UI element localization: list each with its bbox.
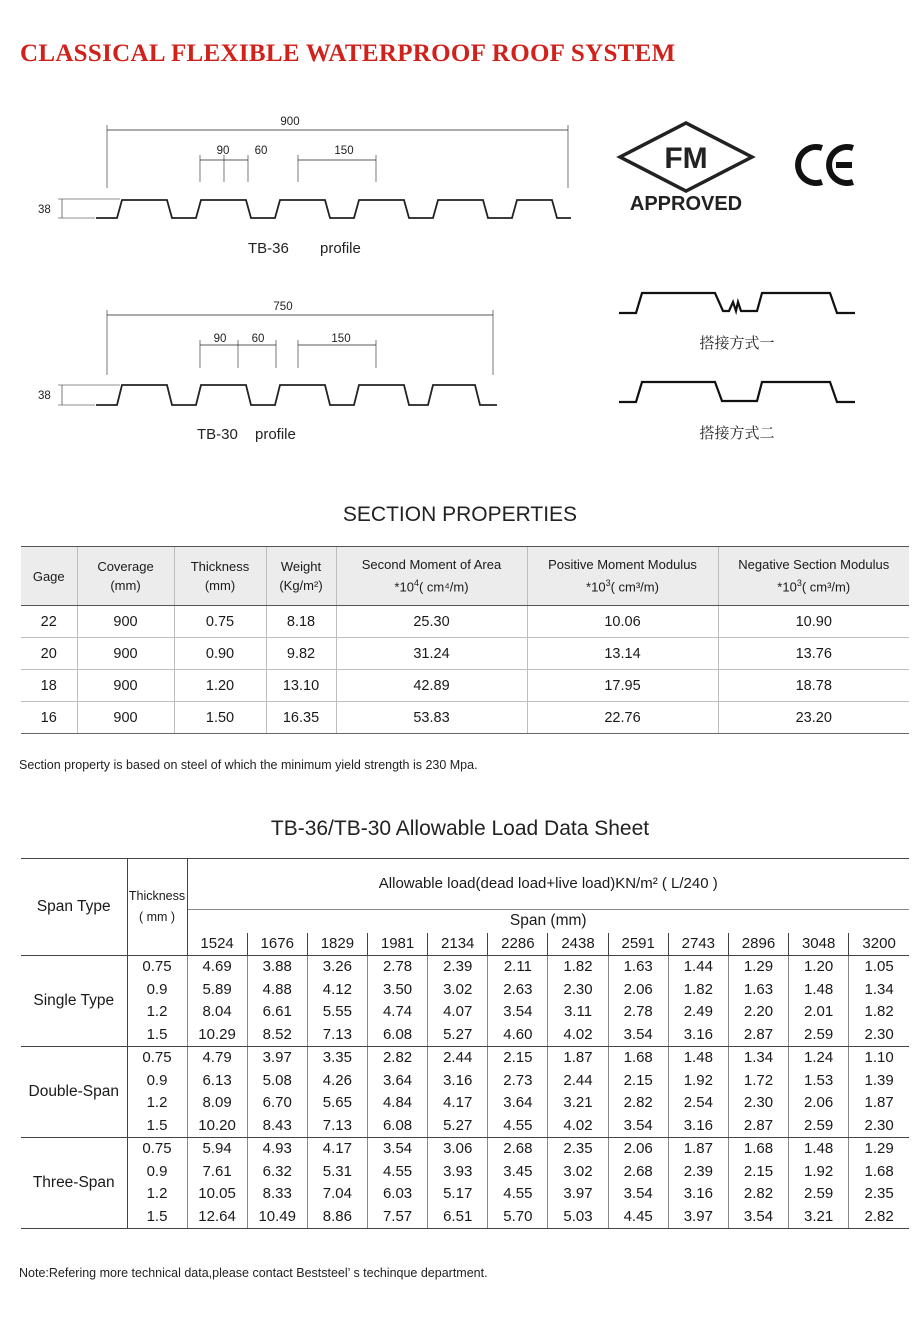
load-value: 3.11 [548, 1001, 608, 1024]
load-value: 2.15 [728, 1161, 788, 1184]
load-value: 3.54 [488, 1001, 548, 1024]
load-value: 6.08 [367, 1115, 427, 1138]
thickness-value: 0.75 [142, 958, 172, 976]
load-value: 1.39 [849, 1070, 909, 1093]
gage-header: Gage [21, 547, 77, 606]
load-value: 1.20 [789, 956, 849, 979]
load-value: 3.16 [428, 1070, 488, 1093]
load-value: 2.20 [728, 1001, 788, 1024]
tb30-dim-c-label: 150 [331, 333, 351, 345]
load-value: 2.87 [728, 1024, 788, 1047]
load-value: 3.16 [668, 1024, 728, 1047]
span-value-header: 3200 [849, 933, 909, 956]
load-value: 4.02 [548, 1024, 608, 1047]
thickness-value: 0.9 [146, 1071, 168, 1089]
load-value: 2.06 [608, 979, 668, 1002]
load-value: 3.21 [789, 1206, 849, 1229]
thickness-value: 0.9 [146, 980, 168, 998]
load-value: 4.55 [367, 1161, 427, 1184]
tb30-profile-drawing [58, 310, 497, 405]
table-cell: 17.95 [527, 670, 718, 702]
load-value: 2.78 [367, 956, 427, 979]
load-value: 3.45 [488, 1161, 548, 1184]
load-value: 4.79 [187, 1047, 247, 1070]
negative-modulus-header: Negative Section Modulus $*10^3$( cm³/m) [718, 547, 909, 606]
table-cell: 900 [77, 638, 174, 670]
table-cell: 18.78 [718, 670, 909, 702]
table-cell: 23.20 [718, 702, 909, 734]
load-value: 2.15 [488, 1047, 548, 1070]
load-value: 3.64 [488, 1092, 548, 1115]
load-value: 3.64 [367, 1070, 427, 1093]
load-value: 8.33 [247, 1183, 307, 1206]
load-value: 4.74 [367, 1001, 427, 1024]
thickness-value: 0.75 [142, 1049, 172, 1067]
load-value: 1.34 [728, 1047, 788, 1070]
load-value: 2.35 [849, 1183, 909, 1206]
load-value: 3.02 [428, 979, 488, 1002]
load-value: 3.97 [247, 1047, 307, 1070]
thickness-value: 1.5 [127, 1206, 187, 1229]
load-value: 6.08 [367, 1024, 427, 1047]
load-value: 4.55 [488, 1183, 548, 1206]
load-value: 1.29 [849, 1138, 909, 1161]
thickness-value: 1.2 [146, 1003, 168, 1021]
load-value: 1.92 [668, 1070, 728, 1093]
load-value: 2.63 [488, 979, 548, 1002]
load-value: 4.17 [428, 1092, 488, 1115]
load-value: 2.54 [668, 1092, 728, 1115]
span-value-header: 1524 [187, 933, 247, 956]
table-row [21, 1047, 909, 1070]
load-value: 5.94 [187, 1138, 247, 1161]
load-value: 2.06 [789, 1092, 849, 1115]
load-value: 2.30 [728, 1092, 788, 1115]
table-cell: 8.18 [266, 606, 336, 638]
thickness-value: 0.9 [146, 1162, 168, 1180]
span-value-header: 1829 [307, 933, 367, 956]
fm-approved-text: APPROVED [629, 193, 743, 215]
load-value: 4.45 [608, 1206, 668, 1229]
load-value: 5.08 [247, 1070, 307, 1093]
load-value: 2.82 [367, 1047, 427, 1070]
tb30-name-label: TB-30 [197, 426, 238, 443]
load-value: 8.43 [247, 1115, 307, 1138]
load-value: 7.04 [307, 1183, 367, 1206]
load-value: 3.54 [608, 1183, 668, 1206]
table-row [21, 1024, 909, 1047]
span-value-header: 2286 [488, 933, 548, 956]
load-value: 2.35 [548, 1138, 608, 1161]
load-value: 10.29 [187, 1024, 247, 1047]
load-value: 4.12 [307, 979, 367, 1002]
load-value: 3.54 [367, 1138, 427, 1161]
lap-method-drawings [605, 280, 875, 450]
load-value: 7.57 [367, 1206, 427, 1229]
load-value: 8.04 [187, 1001, 247, 1024]
load-value: 1.72 [728, 1070, 788, 1093]
load-value: 2.30 [849, 1115, 909, 1138]
load-value: 2.59 [789, 1024, 849, 1047]
load-value: 10.05 [187, 1183, 247, 1206]
table-cell: 31.24 [336, 638, 527, 670]
load-value: 2.11 [488, 956, 548, 979]
table-cell: 900 [77, 670, 174, 702]
load-value: 8.52 [247, 1024, 307, 1047]
load-value: 2.68 [608, 1161, 668, 1184]
load-value: 1.82 [668, 979, 728, 1002]
load-value: 1.53 [789, 1070, 849, 1093]
tb30-height-label: 38 [38, 390, 51, 402]
load-value: 3.02 [548, 1161, 608, 1184]
load-value: 2.01 [789, 1001, 849, 1024]
thickness-header: Thickness (mm) [174, 547, 266, 606]
load-value: 3.54 [608, 1024, 668, 1047]
table-row [21, 1161, 909, 1184]
tb30-width-label: 750 [273, 301, 293, 313]
table-cell: 16.35 [266, 702, 336, 734]
table-row [21, 1206, 909, 1229]
table-cell: 22.76 [527, 702, 718, 734]
coverage-header: Coverage (mm) [77, 547, 174, 606]
tb30-dim-b-label: 60 [251, 333, 265, 345]
table-cell: 25.30 [336, 606, 527, 638]
load-value: 7.61 [187, 1161, 247, 1184]
load-value: 4.69 [187, 956, 247, 979]
load-value: 6.32 [247, 1161, 307, 1184]
load-value: 5.31 [307, 1161, 367, 1184]
load-value: 2.30 [849, 1024, 909, 1047]
load-value: 5.70 [488, 1206, 548, 1229]
table-cell: 13.76 [718, 638, 909, 670]
table-cell: 0.90 [174, 638, 266, 670]
load-value: 3.26 [307, 956, 367, 979]
thickness-value: 1.2 [146, 1185, 168, 1203]
load-value: 2.68 [488, 1138, 548, 1161]
load-value: 1.05 [849, 956, 909, 979]
tb36-height-label: 38 [38, 204, 51, 216]
allowable-load-table [21, 858, 909, 1229]
span-value-header: 2743 [668, 933, 728, 956]
load-value: 8.09 [187, 1092, 247, 1115]
load-value: 6.61 [247, 1001, 307, 1024]
table-cell: 1.20 [174, 670, 266, 702]
span-value-header: 1981 [367, 933, 427, 956]
span-type-label: Single Type [21, 956, 127, 1047]
span-type-header: Span Type [21, 859, 127, 956]
table-cell: 10.06 [527, 606, 718, 638]
load-value: 1.82 [548, 956, 608, 979]
table-cell: 13.14 [527, 638, 718, 670]
span-type-label: Three-Span [21, 1138, 127, 1229]
tb36-dim-b-label: 60 [254, 145, 268, 157]
ce-mark [798, 147, 853, 183]
table-row [21, 1183, 909, 1206]
load-value: 2.39 [428, 956, 488, 979]
span-value-header: 2591 [608, 933, 668, 956]
table-cell: 13.10 [266, 670, 336, 702]
load-value: 1.68 [728, 1138, 788, 1161]
load-value: 4.17 [307, 1138, 367, 1161]
load-value: 7.13 [307, 1115, 367, 1138]
load-value: 3.35 [307, 1047, 367, 1070]
span-header: Span (mm) [187, 910, 909, 933]
section-property-note: Section property is based on steel of which the minimum yield strength is 230 Mpa. [19, 758, 478, 772]
table-cell: 1.50 [174, 702, 266, 734]
load-value: 1.87 [668, 1138, 728, 1161]
tb30-dim-a-label: 90 [213, 333, 227, 345]
table-row [21, 1001, 909, 1024]
thickness-value: 0.75 [142, 1140, 172, 1158]
load-value: 2.87 [728, 1115, 788, 1138]
table-cell: 42.89 [336, 670, 527, 702]
span-value-header: 1676 [247, 933, 307, 956]
table-row [21, 606, 909, 638]
tb36-dim-a-label: 90 [216, 145, 230, 157]
page-title: CLASSICAL FLEXIBLE WATERPROOF ROOF SYSTEM [20, 40, 676, 67]
load-value: 3.97 [548, 1183, 608, 1206]
load-value: 3.88 [247, 956, 307, 979]
weight-header: Weight (Kg/m²) [266, 547, 336, 606]
load-value: 3.16 [668, 1183, 728, 1206]
allowable-load-header: Allowable load(dead load+live load)KN/m² ( L/240 ) [187, 859, 909, 910]
thickness-value: 1.5 [127, 1024, 187, 1047]
load-value: 3.97 [668, 1206, 728, 1229]
load-value: 1.82 [849, 1001, 909, 1024]
load-value: 6.13 [187, 1070, 247, 1093]
load-value: 1.34 [849, 979, 909, 1002]
load-value: 2.30 [548, 979, 608, 1002]
load-value: 2.59 [789, 1183, 849, 1206]
load-value: 2.06 [608, 1138, 668, 1161]
table-cell: 10.90 [718, 606, 909, 638]
load-value: 5.17 [428, 1183, 488, 1206]
load-value: 5.55 [307, 1001, 367, 1024]
load-value: 3.54 [608, 1115, 668, 1138]
span-value-header: 2134 [428, 933, 488, 956]
span-type-label: Double-Span [21, 1047, 127, 1138]
table-cell: 18 [21, 670, 77, 702]
load-value: 4.02 [548, 1115, 608, 1138]
table-cell: 22 [21, 606, 77, 638]
load-value: 6.51 [428, 1206, 488, 1229]
table-cell: 16 [21, 702, 77, 734]
positive-moment-header: Positive Moment Modulus $*10^3$( cm³/m) [527, 547, 718, 606]
load-value: 1.68 [608, 1047, 668, 1070]
load-value: 2.49 [668, 1001, 728, 1024]
load-value: 1.63 [728, 979, 788, 1002]
load-value: 8.86 [307, 1206, 367, 1229]
tb30-profile-label: profile [255, 426, 296, 443]
load-value: 1.29 [728, 956, 788, 979]
technical-data-note: Note:Refering more technical data,please contact Beststeel’ s techinque department. [19, 1266, 488, 1280]
load-value: 2.59 [789, 1115, 849, 1138]
thickness-value: 1.2 [146, 1094, 168, 1112]
load-value: 4.55 [488, 1115, 548, 1138]
span-value-header: 3048 [789, 933, 849, 956]
load-value: 1.68 [849, 1161, 909, 1184]
load-value: 3.06 [428, 1138, 488, 1161]
load-value: 10.20 [187, 1115, 247, 1138]
load-value: 3.50 [367, 979, 427, 1002]
table-cell: 900 [77, 702, 174, 734]
load-value: 2.82 [728, 1183, 788, 1206]
load-value: 3.93 [428, 1161, 488, 1184]
load-value: 1.92 [789, 1161, 849, 1184]
table-row [21, 702, 909, 734]
load-value: 2.39 [668, 1161, 728, 1184]
load-value: 1.48 [668, 1047, 728, 1070]
load-value: 1.48 [789, 1138, 849, 1161]
load-value: 2.82 [608, 1092, 668, 1115]
profile-drawings [0, 100, 600, 460]
load-value: 2.78 [608, 1001, 668, 1024]
table-row [21, 1092, 909, 1115]
load-value: 2.82 [849, 1206, 909, 1229]
load-value: 3.54 [728, 1206, 788, 1229]
load-value: 1.44 [668, 956, 728, 979]
load-value: 1.10 [849, 1047, 909, 1070]
load-value: 6.03 [367, 1183, 427, 1206]
lap-method-1-label: 搭接方式一 [699, 335, 775, 352]
load-value: 2.15 [608, 1070, 668, 1093]
load-value: 3.16 [668, 1115, 728, 1138]
table-header-row [21, 547, 909, 606]
load-value: 2.44 [548, 1070, 608, 1093]
table-row [21, 1070, 909, 1093]
lap-method-1-drawing [619, 293, 855, 313]
load-value: 12.64 [187, 1206, 247, 1229]
load-value: 1.63 [608, 956, 668, 979]
fm-approved-logo [620, 123, 752, 215]
table-row [21, 979, 909, 1002]
load-value: 2.73 [488, 1070, 548, 1093]
section-properties-heading: SECTION PROPERTIES [342, 503, 578, 526]
load-value: 5.65 [307, 1092, 367, 1115]
table-row [21, 956, 909, 979]
tb36-width-label: 900 [280, 116, 300, 128]
load-value: 10.49 [247, 1206, 307, 1229]
span-value-header: 2438 [548, 933, 608, 956]
load-value: 4.93 [247, 1138, 307, 1161]
table-row [21, 1115, 909, 1138]
load-value: 5.89 [187, 979, 247, 1002]
tb36-name-label: TB-36 [248, 240, 289, 257]
lap-method-2-label: 搭接方式二 [699, 425, 775, 442]
load-value: 1.48 [789, 979, 849, 1002]
load-value: 4.84 [367, 1092, 427, 1115]
load-value: 1.87 [548, 1047, 608, 1070]
load-value: 4.88 [247, 979, 307, 1002]
load-value: 2.44 [428, 1047, 488, 1070]
load-value: 1.24 [789, 1047, 849, 1070]
load-value: 4.60 [488, 1024, 548, 1047]
table-cell: 53.83 [336, 702, 527, 734]
span-value-header: 2896 [728, 933, 788, 956]
section-properties-table [21, 546, 909, 734]
table-row [21, 670, 909, 702]
table-cell: 900 [77, 606, 174, 638]
table-cell: 0.75 [174, 606, 266, 638]
lap-method-2-drawing [619, 382, 855, 402]
table-cell: 9.82 [266, 638, 336, 670]
tb36-profile-drawing [58, 125, 571, 218]
load-value: 4.26 [307, 1070, 367, 1093]
table-row [21, 638, 909, 670]
certification-marks [600, 110, 900, 220]
load-sheet-heading: TB-36/TB-30 Allowable Load Data Sheet [270, 817, 650, 840]
thickness-header: Thickness ( mm ) [127, 859, 187, 956]
load-value: 7.13 [307, 1024, 367, 1047]
thickness-value: 1.5 [127, 1115, 187, 1138]
load-value: 3.21 [548, 1092, 608, 1115]
second-moment-header: Second Moment of Area $*10^4$( cm⁴/m) [336, 547, 527, 606]
load-value: 5.03 [548, 1206, 608, 1229]
load-value: 4.07 [428, 1001, 488, 1024]
load-value: 5.27 [428, 1115, 488, 1138]
tb36-dim-c-label: 150 [334, 145, 354, 157]
tb36-profile-label: profile [320, 240, 361, 257]
load-value: 1.87 [849, 1092, 909, 1115]
table-row [21, 1138, 909, 1161]
fm-logo-text: FM [664, 142, 708, 175]
load-value: 6.70 [247, 1092, 307, 1115]
load-value: 5.27 [428, 1024, 488, 1047]
table-cell: 20 [21, 638, 77, 670]
